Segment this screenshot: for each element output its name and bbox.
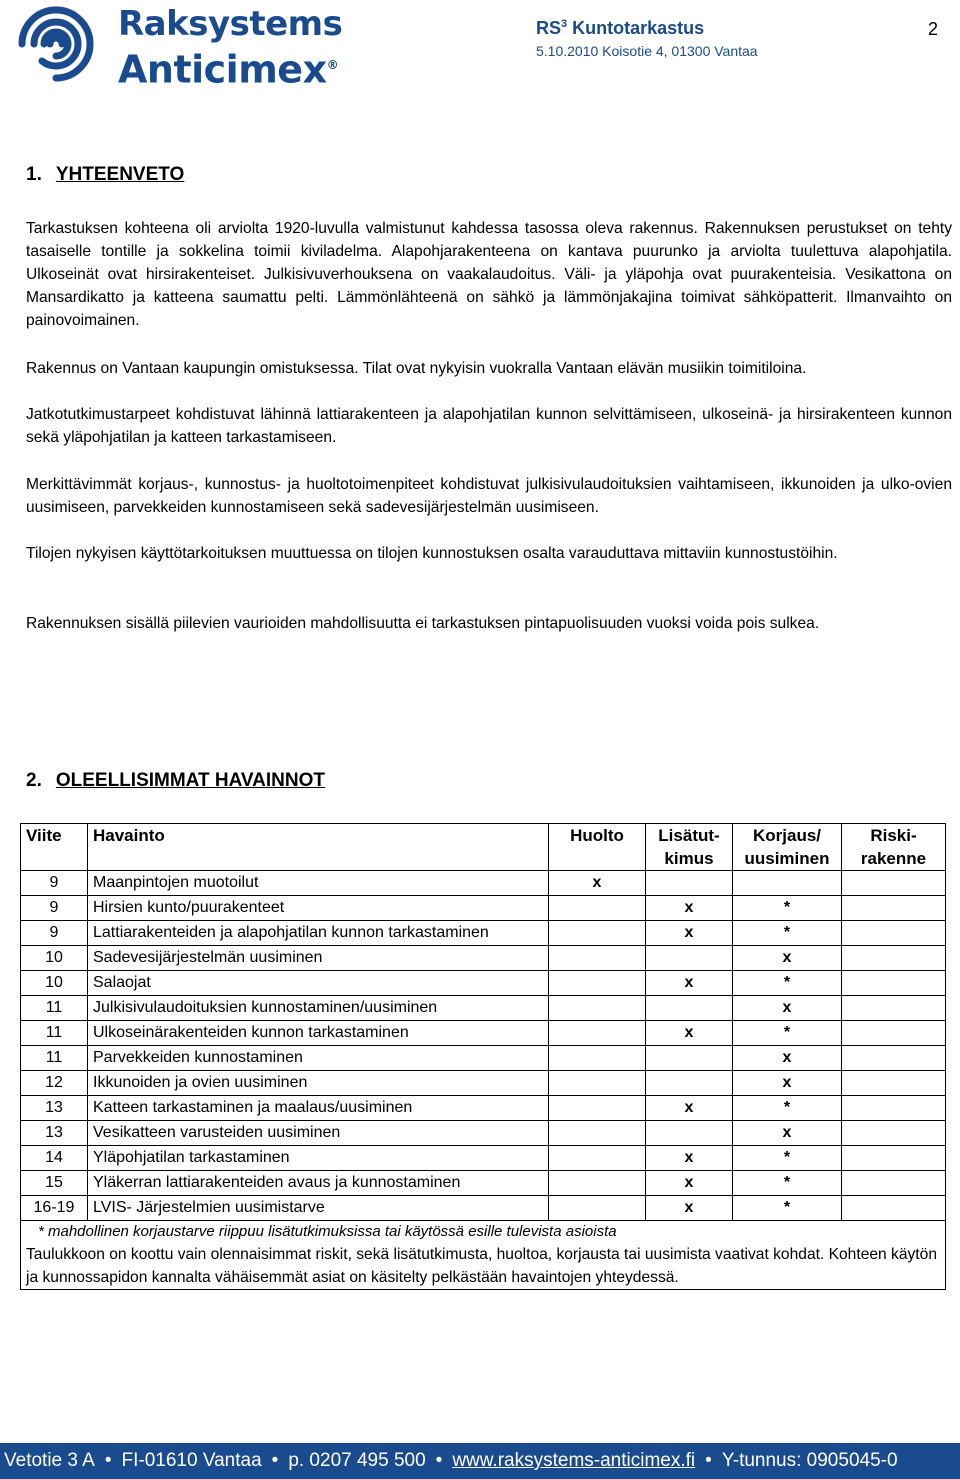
cell-huolto xyxy=(549,1171,646,1196)
cell-huolto xyxy=(549,1196,646,1221)
cell-lisatutkimus: x xyxy=(646,971,733,996)
cell-havainto: Sadevesijärjestelmän uusiminen xyxy=(88,946,549,971)
logo-line1: Raksystems xyxy=(118,4,343,44)
paragraph: Jatkotutkimustarpeet kohdistuvat lähinnä lattiarakenteen ja alapohjatilan kunnon selvittämiseen, ulkoseinä- ja hirsirakenteen kunnon sekä yläpohjatilan ja katteen tarkastamiseen. xyxy=(26,406,952,446)
table-header-row xyxy=(21,824,946,871)
table-row xyxy=(21,1046,946,1071)
cell-viite: 11 xyxy=(21,1046,88,1071)
cell-korjaus xyxy=(733,871,842,896)
table-note: Taulukkoon on koottu vain olennaisimmat riskit, sekä lisätutkimusta, huoltoa, korjausta tai uusimista vaativat kohdat. Kohteen käytön ja kunnossapidon kannalta vähäisemmät asiat on käsitelty pelkästään havaintojen yhteydessä. xyxy=(26,1246,937,1286)
table-row xyxy=(21,946,946,971)
cell-korjaus: * xyxy=(733,1096,842,1121)
cell-lisatutkimus: x xyxy=(646,1146,733,1171)
cell-lisatutkimus xyxy=(646,996,733,1021)
cell-huolto xyxy=(549,996,646,1021)
cell-korjaus: x xyxy=(733,1071,842,1096)
cell-viite: 11 xyxy=(21,996,88,1021)
cell-huolto xyxy=(549,1071,646,1096)
paragraph: Rakennuksen sisällä piilevien vaurioiden mahdollisuutta ei tarkastuksen pintapuolisuuden vuoksi voida pois sulkea. xyxy=(26,615,820,632)
table-row xyxy=(21,896,946,921)
header-huolto: Huolto xyxy=(549,824,646,871)
header-viite: Viite xyxy=(21,824,88,871)
cell-lisatutkimus xyxy=(646,1046,733,1071)
cell-viite: 13 xyxy=(21,1121,88,1146)
cell-riski xyxy=(842,946,946,971)
cell-korjaus: x xyxy=(733,1046,842,1071)
cell-lisatutkimus xyxy=(646,871,733,896)
cell-huolto: x xyxy=(549,871,646,896)
bullet-separator: • xyxy=(271,1450,279,1471)
cell-havainto: Parvekkeiden kunnostaminen xyxy=(88,1046,549,1071)
footer-address: Vetotie 3 A xyxy=(4,1450,95,1471)
bullet-separator: • xyxy=(705,1450,712,1471)
page-number: 2 xyxy=(928,19,939,39)
cell-lisatutkimus xyxy=(646,1071,733,1096)
table-row xyxy=(21,921,946,946)
cell-korjaus: * xyxy=(733,1021,842,1046)
footer-phone: p. 0207 495 500 xyxy=(288,1450,426,1471)
table-footnote: * mahdollinen korjaustarve riippuu lisätutkimuksissa tai käytössä esille tulevista asioista xyxy=(38,1223,617,1240)
cell-korjaus: * xyxy=(733,971,842,996)
cell-huolto xyxy=(549,971,646,996)
cell-havainto: Yläpohjatilan tarkastaminen xyxy=(88,1146,549,1171)
cell-havainto: LVIS- Järjestelmien uusimistarve xyxy=(88,1196,549,1221)
table-row xyxy=(21,1096,946,1121)
paragraph: Tarkastuksen kohteena oli arviolta 1920-luvulla valmistunut kahdessa tasossa oleva rakennus. Rakennuksen perustukset on tehty tasaiselle tontille ja sokkelina toimii kiviladelma. Alapohjarakenteena on kantava puurunko ja arviolta tuulettuva alapohjatila. Ulkoseinät ovat hirsirakenteiset. Julkisivuverhouksena on vaakalaudoitus. Väli- ja yläpohja ovat puurakenteisia. Vesikattona on Mansardikatto ja katteena saumattu pelti. Lämmönlähteenä on sähkö ja lämmönjakajina toimivat sähköpatterit. Ilmanvaihto on painovoimainen. xyxy=(26,220,952,329)
cell-havainto: Lattiarakenteiden ja alapohjatilan kunnon tarkastaminen xyxy=(88,921,549,946)
cell-lisatutkimus: x xyxy=(646,1196,733,1221)
cell-korjaus: * xyxy=(733,896,842,921)
table-row xyxy=(21,1071,946,1096)
bullet-separator: • xyxy=(435,1450,443,1471)
table-row xyxy=(21,1196,946,1221)
cell-korjaus: x xyxy=(733,1121,842,1146)
cell-riski xyxy=(842,1046,946,1071)
footer-ytunnus: Y-tunnus: 0905045-0 xyxy=(721,1450,898,1471)
header-riski: Riski-rakenne xyxy=(842,824,946,871)
cell-korjaus: * xyxy=(733,921,842,946)
cell-havainto: Ikkunoiden ja ovien uusiminen xyxy=(88,1071,549,1096)
bullet-separator: • xyxy=(104,1450,112,1471)
page-footer xyxy=(0,1443,960,1479)
cell-viite: 9 xyxy=(21,921,88,946)
section-heading-summary: 1. YHTEENVETO xyxy=(26,164,185,185)
footer-website-link[interactable]: www.raksystems-anticimex.fi xyxy=(452,1450,696,1471)
cell-huolto xyxy=(549,1046,646,1071)
cell-korjaus: * xyxy=(733,1171,842,1196)
cell-viite: 12 xyxy=(21,1071,88,1096)
table-row xyxy=(21,1146,946,1171)
cell-havainto: Vesikatteen varusteiden uusiminen xyxy=(88,1121,549,1146)
cell-riski xyxy=(842,1146,946,1171)
cell-riski xyxy=(842,996,946,1021)
cell-havainto: Salaojat xyxy=(88,971,549,996)
cell-lisatutkimus: x xyxy=(646,1021,733,1046)
header-lisatutkimus: Lisätut-kimus xyxy=(646,824,733,871)
cell-havainto: Maanpintojen muotoilut xyxy=(88,871,549,896)
cell-riski xyxy=(842,1171,946,1196)
section-heading-findings: 2. OLEELLISIMMAT HAVAINNOT xyxy=(26,770,326,791)
registered-mark: ® xyxy=(326,58,339,72)
cell-viite: 10 xyxy=(21,971,88,996)
cell-huolto xyxy=(549,946,646,971)
paragraph: Merkittävimmät korjaus-, kunnostus- ja huoltotoimenpiteet kohdistuvat julkisivulaudoituksien vaihtamiseen, ikkunoiden ja ulko-ovien uusimiseen, parvekkeiden kunnostamiseen sekä sadevesijärjestelmän uusimiseen. xyxy=(26,476,952,516)
company-logo xyxy=(8,4,343,92)
cell-riski xyxy=(842,971,946,996)
table-row xyxy=(21,1021,946,1046)
cell-huolto xyxy=(549,1121,646,1146)
report-title: $RS^3$ Kuntotarkastus xyxy=(536,18,705,38)
table-row xyxy=(21,871,946,896)
cell-korjaus: x xyxy=(733,996,842,1021)
cell-lisatutkimus: x xyxy=(646,921,733,946)
cell-riski xyxy=(842,1196,946,1221)
cell-lisatutkimus xyxy=(646,946,733,971)
cell-huolto xyxy=(549,1096,646,1121)
cell-havainto: Hirsien kunto/puurakenteet xyxy=(88,896,549,921)
cell-lisatutkimus: x xyxy=(646,1096,733,1121)
table-row xyxy=(21,1171,946,1196)
cell-havainto: Katteen tarkastaminen ja maalaus/uusiminen xyxy=(88,1096,549,1121)
cell-huolto xyxy=(549,1146,646,1171)
cell-lisatutkimus: x xyxy=(646,1171,733,1196)
cell-havainto: Yläkerran lattiarakenteiden avaus ja kunnostaminen xyxy=(88,1171,549,1196)
cell-viite: 13 xyxy=(21,1096,88,1121)
cell-riski xyxy=(842,921,946,946)
table-note-row xyxy=(21,1221,946,1290)
cell-viite: 9 xyxy=(21,871,88,896)
cell-huolto xyxy=(549,921,646,946)
cell-havainto: Ulkoseinärakenteiden kunnon tarkastaminen xyxy=(88,1021,549,1046)
header-havainto: Havainto xyxy=(88,824,549,871)
cell-riski xyxy=(842,1121,946,1146)
logo-wordmark xyxy=(118,4,342,91)
cell-riski xyxy=(842,871,946,896)
cell-riski xyxy=(842,1021,946,1046)
cell-huolto xyxy=(549,1021,646,1046)
cell-lisatutkimus xyxy=(646,1121,733,1146)
report-subtitle: 5.10.2010 Koisotie 4, 01300 Vantaa xyxy=(536,43,758,59)
cell-lisatutkimus: x xyxy=(646,896,733,921)
header-korjaus: Korjaus/ uusiminen xyxy=(733,824,842,871)
cell-korjaus: * xyxy=(733,1146,842,1171)
paragraph: Tilojen nykyisen käyttötarkoituksen muuttuessa on tilojen kunnostuksen osalta varauduttava mittaviin kunnostustöihin. xyxy=(26,545,838,562)
cell-viite: 14 xyxy=(21,1146,88,1171)
footer-city: FI-01610 Vantaa xyxy=(121,1450,262,1471)
findings-table xyxy=(20,823,946,1290)
cell-havainto: Julkisivulaudoituksien kunnostaminen/uusiminen xyxy=(88,996,549,1021)
cell-viite: 16-19 xyxy=(21,1196,88,1221)
cell-viite: 15 xyxy=(21,1171,88,1196)
logo-line2: Anticimex xyxy=(118,47,327,92)
cell-riski xyxy=(842,1071,946,1096)
table-row xyxy=(21,996,946,1021)
table-row xyxy=(21,1121,946,1146)
cell-viite: 11 xyxy=(21,1021,88,1046)
cell-korjaus: x xyxy=(733,946,842,971)
spiral-logo-icon xyxy=(8,4,104,84)
cell-riski xyxy=(842,896,946,921)
paragraph: Rakennus on Vantaan kaupungin omistuksessa. Tilat ovat nykyisin vuokralla Vantaan elävän musiikin toimitiloina. xyxy=(26,360,807,377)
cell-viite: 9 xyxy=(21,896,88,921)
table-row xyxy=(21,971,946,996)
cell-huolto xyxy=(549,896,646,921)
cell-riski xyxy=(842,1096,946,1121)
cell-viite: 10 xyxy=(21,946,88,971)
cell-korjaus: * xyxy=(733,1196,842,1221)
